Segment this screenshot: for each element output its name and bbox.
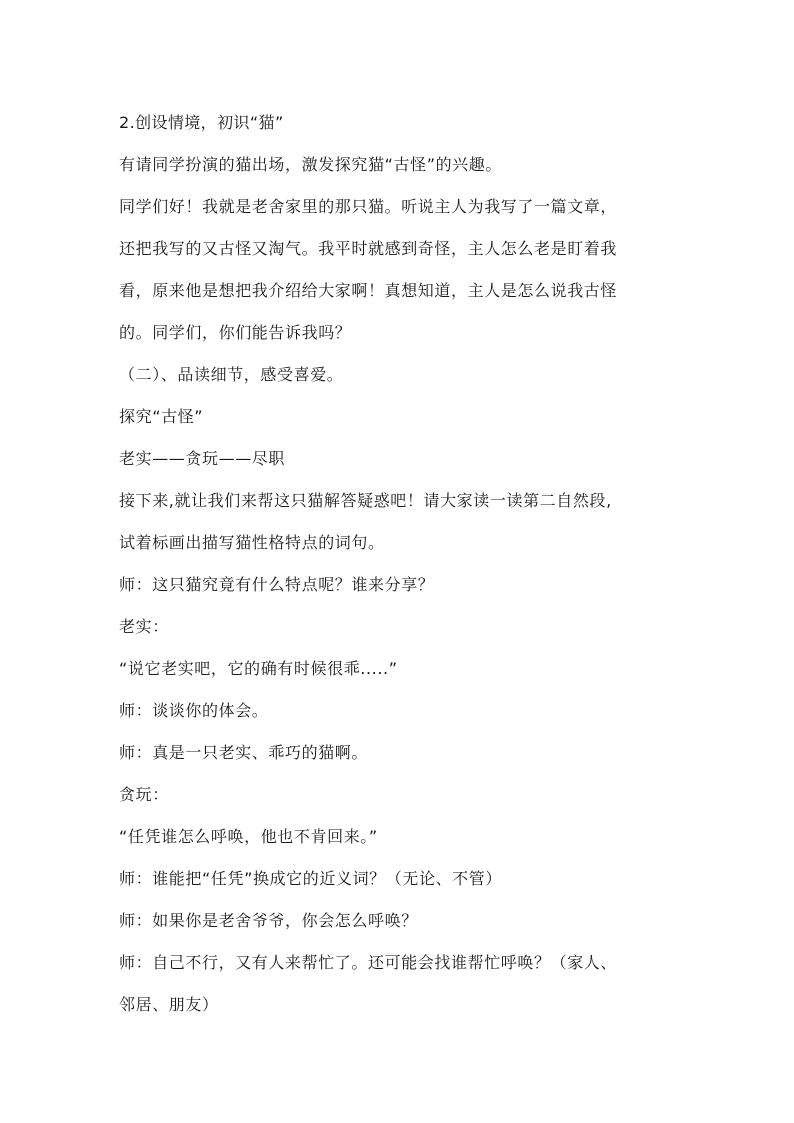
quote-line: “任凭谁怎么呼唤，他也不肯回来。” xyxy=(119,827,378,846)
paragraph-line: 老实——贪玩——尽职 xyxy=(119,449,286,468)
paragraph-line: 师：真是一只老实、乖巧的猫啊。 xyxy=(119,743,369,762)
paragraph-line: 师：谁能把“任凭”换成它的近义词？（无论、不管） xyxy=(119,869,502,888)
quote-line: “说它老实吧，它的确有时候很乖.....” xyxy=(119,659,398,678)
paragraph-line: 师：如果你是老舍爷爷，你会怎么呼唤？ xyxy=(119,911,418,930)
paragraph-line: 师：自己不行，又有人来帮忙了。还可能会找谁帮忙呼唤？（家人、 xyxy=(119,953,618,972)
section-subheading: （二）、品读细节，感受喜爱。 xyxy=(119,365,344,384)
paragraph-line: 的。同学们，你们能告诉我吗？ xyxy=(119,323,352,342)
paragraph-line: 接下来,就让我们来帮这只猫解答疑惑吧！请大家读一读第二自然段, xyxy=(119,491,612,510)
paragraph-line: 师：谈谈你的体会。 xyxy=(119,701,269,720)
paragraph-line: 还把我写的又古怪又淘气。我平时就感到奇怪，主人怎么老是盯着我 xyxy=(119,239,618,258)
paragraph-line: 师：这只猫究竟有什么特点呢？谁来分享？ xyxy=(119,575,435,594)
paragraph-line: 老实： xyxy=(119,617,169,636)
paragraph-line: 有请同学扮演的猫出场，激发探究猫“古怪”的兴趣。 xyxy=(119,155,502,174)
document-body xyxy=(119,102,689,1026)
paragraph-line: 试着标画出描写猫性格特点的词句。 xyxy=(119,533,385,552)
paragraph-line: 贪玩： xyxy=(119,785,169,804)
paragraph-line: 邻居、朋友） xyxy=(119,995,219,1014)
paragraph-line: 看，原来他是想把我介绍给大家啊！真想知道，主人是怎么说我古怪 xyxy=(119,281,618,300)
paragraph-line: 探究“古怪” xyxy=(119,407,204,426)
paragraph-line: 同学们好！我就是老舍家里的那只猫。听说主人为我写了一篇文章， xyxy=(119,197,618,216)
section-heading: 2.创设情境，初识“猫” xyxy=(119,113,284,132)
